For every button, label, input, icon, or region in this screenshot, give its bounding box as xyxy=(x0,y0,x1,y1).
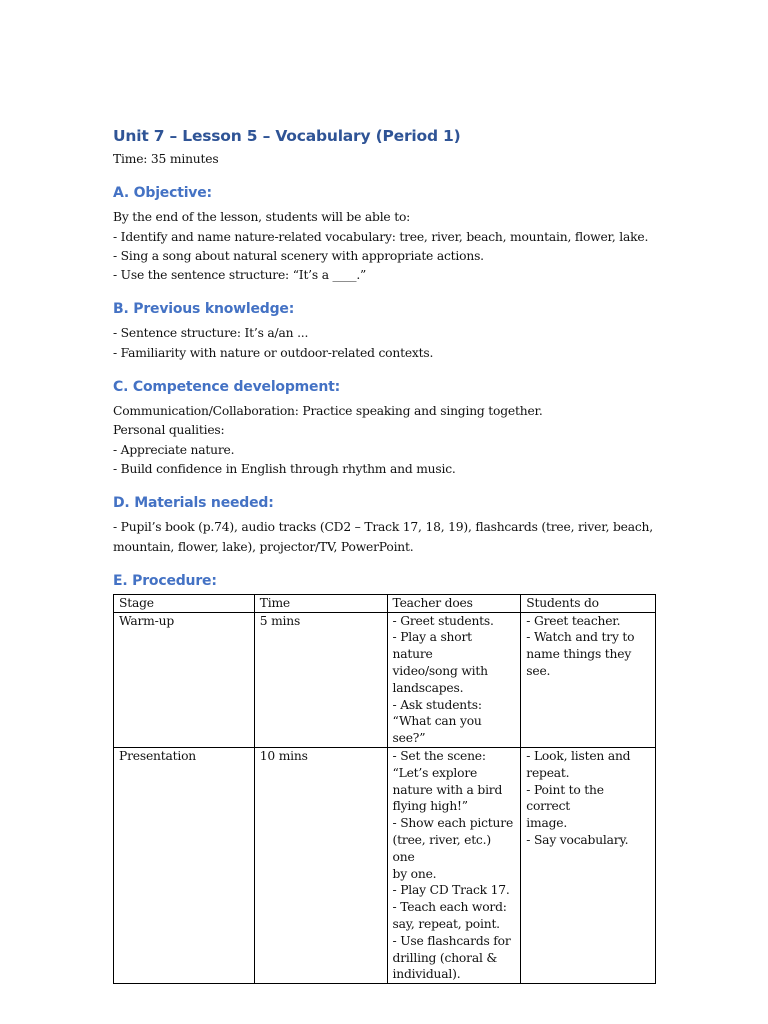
objective-line: By the end of the lesson, students will be able to: xyxy=(113,210,411,225)
cell-line: video/song with xyxy=(392,664,488,679)
spacer xyxy=(113,285,658,299)
cell-line: - Show each picture xyxy=(392,816,514,831)
time-cell: 10 mins xyxy=(254,748,387,984)
table-row xyxy=(114,748,656,984)
time-line: Time: 35 minutes xyxy=(113,152,219,166)
cell-line: say, repeat, point. xyxy=(392,917,500,931)
cell-line: - Say vocabulary. xyxy=(526,833,629,848)
competence-line: - Appreciate nature. xyxy=(113,442,235,457)
cell-line: image. xyxy=(526,816,568,831)
table-header-row xyxy=(114,594,656,612)
cell-line: - Ask students: xyxy=(392,697,482,712)
competence-line: Communication/Collaboration: Practice speaking and singing together. xyxy=(113,404,543,419)
teacher-does-cell xyxy=(387,612,521,747)
objective-line: - Use the sentence structure: “It’s a ____.” xyxy=(113,268,367,283)
spacer xyxy=(113,557,658,571)
cell-line: drilling (choral & xyxy=(392,950,498,965)
table-row xyxy=(114,612,656,747)
cell-line: (tree, river, etc.) one xyxy=(392,833,491,864)
cell-line: - Teach each word: xyxy=(392,900,507,915)
cell-line: - Greet teacher. xyxy=(526,613,621,628)
header-stage: Stage xyxy=(114,594,255,612)
objective-line: - Sing a song about natural scenery with appropriate actions. xyxy=(113,248,484,263)
header-students-do: Students do xyxy=(521,594,656,612)
cell-line: name things they xyxy=(526,647,632,662)
cell-line: “Let’s explore xyxy=(392,765,478,780)
materials-line: mountain, flower, lake), projector/TV, PowerPoint. xyxy=(113,539,414,554)
materials-heading: D. Materials needed: xyxy=(113,495,274,512)
competence-line: Personal qualities: xyxy=(113,423,225,438)
teacher-does-cell xyxy=(387,748,521,984)
cell-line: by one. xyxy=(392,866,437,881)
procedure-table xyxy=(113,594,656,984)
cell-line: repeat. xyxy=(526,765,570,780)
previous-knowledge-heading: B. Previous knowledge: xyxy=(113,301,295,318)
students-do-cell xyxy=(521,612,656,747)
competence-line: - Build confidence in English through rhythm and music. xyxy=(113,461,456,476)
students-do-cell xyxy=(521,748,656,984)
cell-line: “What can you see?” xyxy=(392,714,482,746)
cell-line: landscapes. xyxy=(392,680,464,695)
objective-heading: A. Objective: xyxy=(113,185,212,202)
cell-line: - Watch and try to xyxy=(526,630,635,645)
spacer xyxy=(113,169,658,183)
cell-line: - Set the scene: xyxy=(392,749,486,764)
stage-cell: Warm-up xyxy=(114,612,255,747)
cell-line: see. xyxy=(526,664,551,679)
document-title: Unit 7 – Lesson 5 – Vocabulary (Period 1) xyxy=(113,127,461,145)
time-cell: 5 mins xyxy=(254,612,387,747)
spacer xyxy=(113,479,658,493)
header-time: Time xyxy=(254,594,387,612)
procedure-heading: E. Procedure: xyxy=(113,572,217,589)
header-teacher-does: Teacher does xyxy=(387,594,521,612)
materials-line: - Pupil’s book (p.74), audio tracks (CD2 – Track 17, 18, 19), flashcards (tree, river, beach, xyxy=(113,520,653,535)
cell-line: nature with a bird xyxy=(392,782,503,797)
objective-line: - Identify and name nature-related vocabulary: tree, river, beach, mountain, flower, lake. xyxy=(113,229,649,244)
stage-cell: Presentation xyxy=(114,748,255,984)
cell-line: flying high!” xyxy=(392,799,468,814)
cell-line: - Point to the correct xyxy=(526,782,604,814)
cell-line: - Play a short nature xyxy=(392,630,472,662)
cell-line: individual). xyxy=(392,967,461,982)
lesson-plan-page xyxy=(113,122,658,984)
previous-knowledge-line: - Familiarity with nature or outdoor-related contexts. xyxy=(113,345,434,360)
cell-line: - Greet students. xyxy=(392,613,494,628)
cell-line: - Play CD Track 17. xyxy=(392,883,510,898)
cell-line: - Look, listen and xyxy=(526,749,631,764)
spacer xyxy=(113,363,658,377)
previous-knowledge-line: - Sentence structure: It’s a/an ... xyxy=(113,326,309,341)
cell-line: - Use flashcards for xyxy=(392,933,511,948)
competence-heading: C. Competence development: xyxy=(113,379,341,396)
